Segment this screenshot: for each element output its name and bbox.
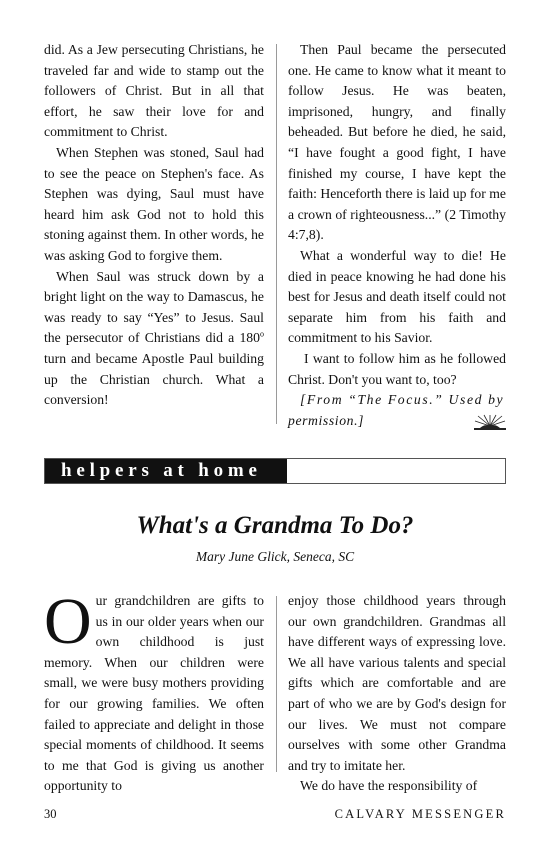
sunburst-emblem-icon (474, 414, 506, 430)
paragraph: When Stephen was stoned, Saul had to see the peace on Stephen's face. As Stephen was dying, Saul must have heard him ask God not to hold this stoning against them. In other words, he was asking God to forgive them. (44, 144, 264, 263)
paragraph: What a wonderful way to die! He died in peace knowing he had done his best for Jesus and death itself could not separate him from his faith and commitment to his Savior. (288, 247, 506, 346)
paragraph: enjoy those childhood years through our own grandchildren. Grandmas all have different ways of expressing love. We all have various talents and special gifts which are comfortable and are part of who we are by God's design for our lives. We must not compare ourselves with some other Grandma and try to imitate her. (288, 593, 506, 773)
page-number: 30 (44, 807, 57, 821)
article-title: What's a Grandma To Do? (136, 512, 414, 539)
article-left-column (44, 585, 264, 797)
publication-name: CALVARY MESSENGER (334, 807, 506, 821)
source-credit: [From “The Focus.” Used by (300, 392, 505, 408)
drop-cap: O (44, 585, 92, 658)
section-label: helpers at home (45, 459, 287, 483)
continued-article-right-column (288, 40, 506, 431)
column-divider (276, 44, 277, 424)
column-divider (276, 596, 277, 772)
paragraph: I want to follow him as he followed Christ. Don't you want to, too? (288, 350, 506, 387)
paragraph: Then Paul became the persecuted one. He came to know what it meant to follow Jesus. He was beaten, imprisoned, hungry, and finally beheaded. But before he died, he said, “I have fought a good fight, I have finished my course, I have kept the faith: Henceforth there is laid up for me a crown of righteousness...” (2 Timothy 4:7,8). (288, 42, 506, 243)
source-credit-line: permission.] (288, 411, 506, 432)
article-right-column (288, 591, 506, 797)
continued-article-left-column (44, 40, 264, 411)
paragraph: did. As a Jew persecuting Christians, he traveled far and wide to stamp out the followers of Christ. But in all that effort, he saw their love for and commitment to Christ. (44, 42, 264, 140)
paragraph: Our grandchildren are gifts to us in our older years when our own childhood is just memory. When our children were small, we were busy mothers providing for our growing families. We often failed to appreciate and delight in those special moments of childhood. It seems to me that God is giving us another opportunity to (44, 585, 264, 794)
paragraph: We do have the responsibility of (300, 778, 478, 794)
section-banner (44, 458, 506, 484)
paragraph: When Saul was struck down by a bright light on the way to Damascus, he was ready to say “Yes” to Jesus. Saul the persecutor of Christians did a 180$^o$ turn and became Apostle Paul building up the Christian church. What a conversion! (44, 268, 264, 408)
article-byline: Mary June Glick, Seneca, SC (195, 549, 355, 564)
